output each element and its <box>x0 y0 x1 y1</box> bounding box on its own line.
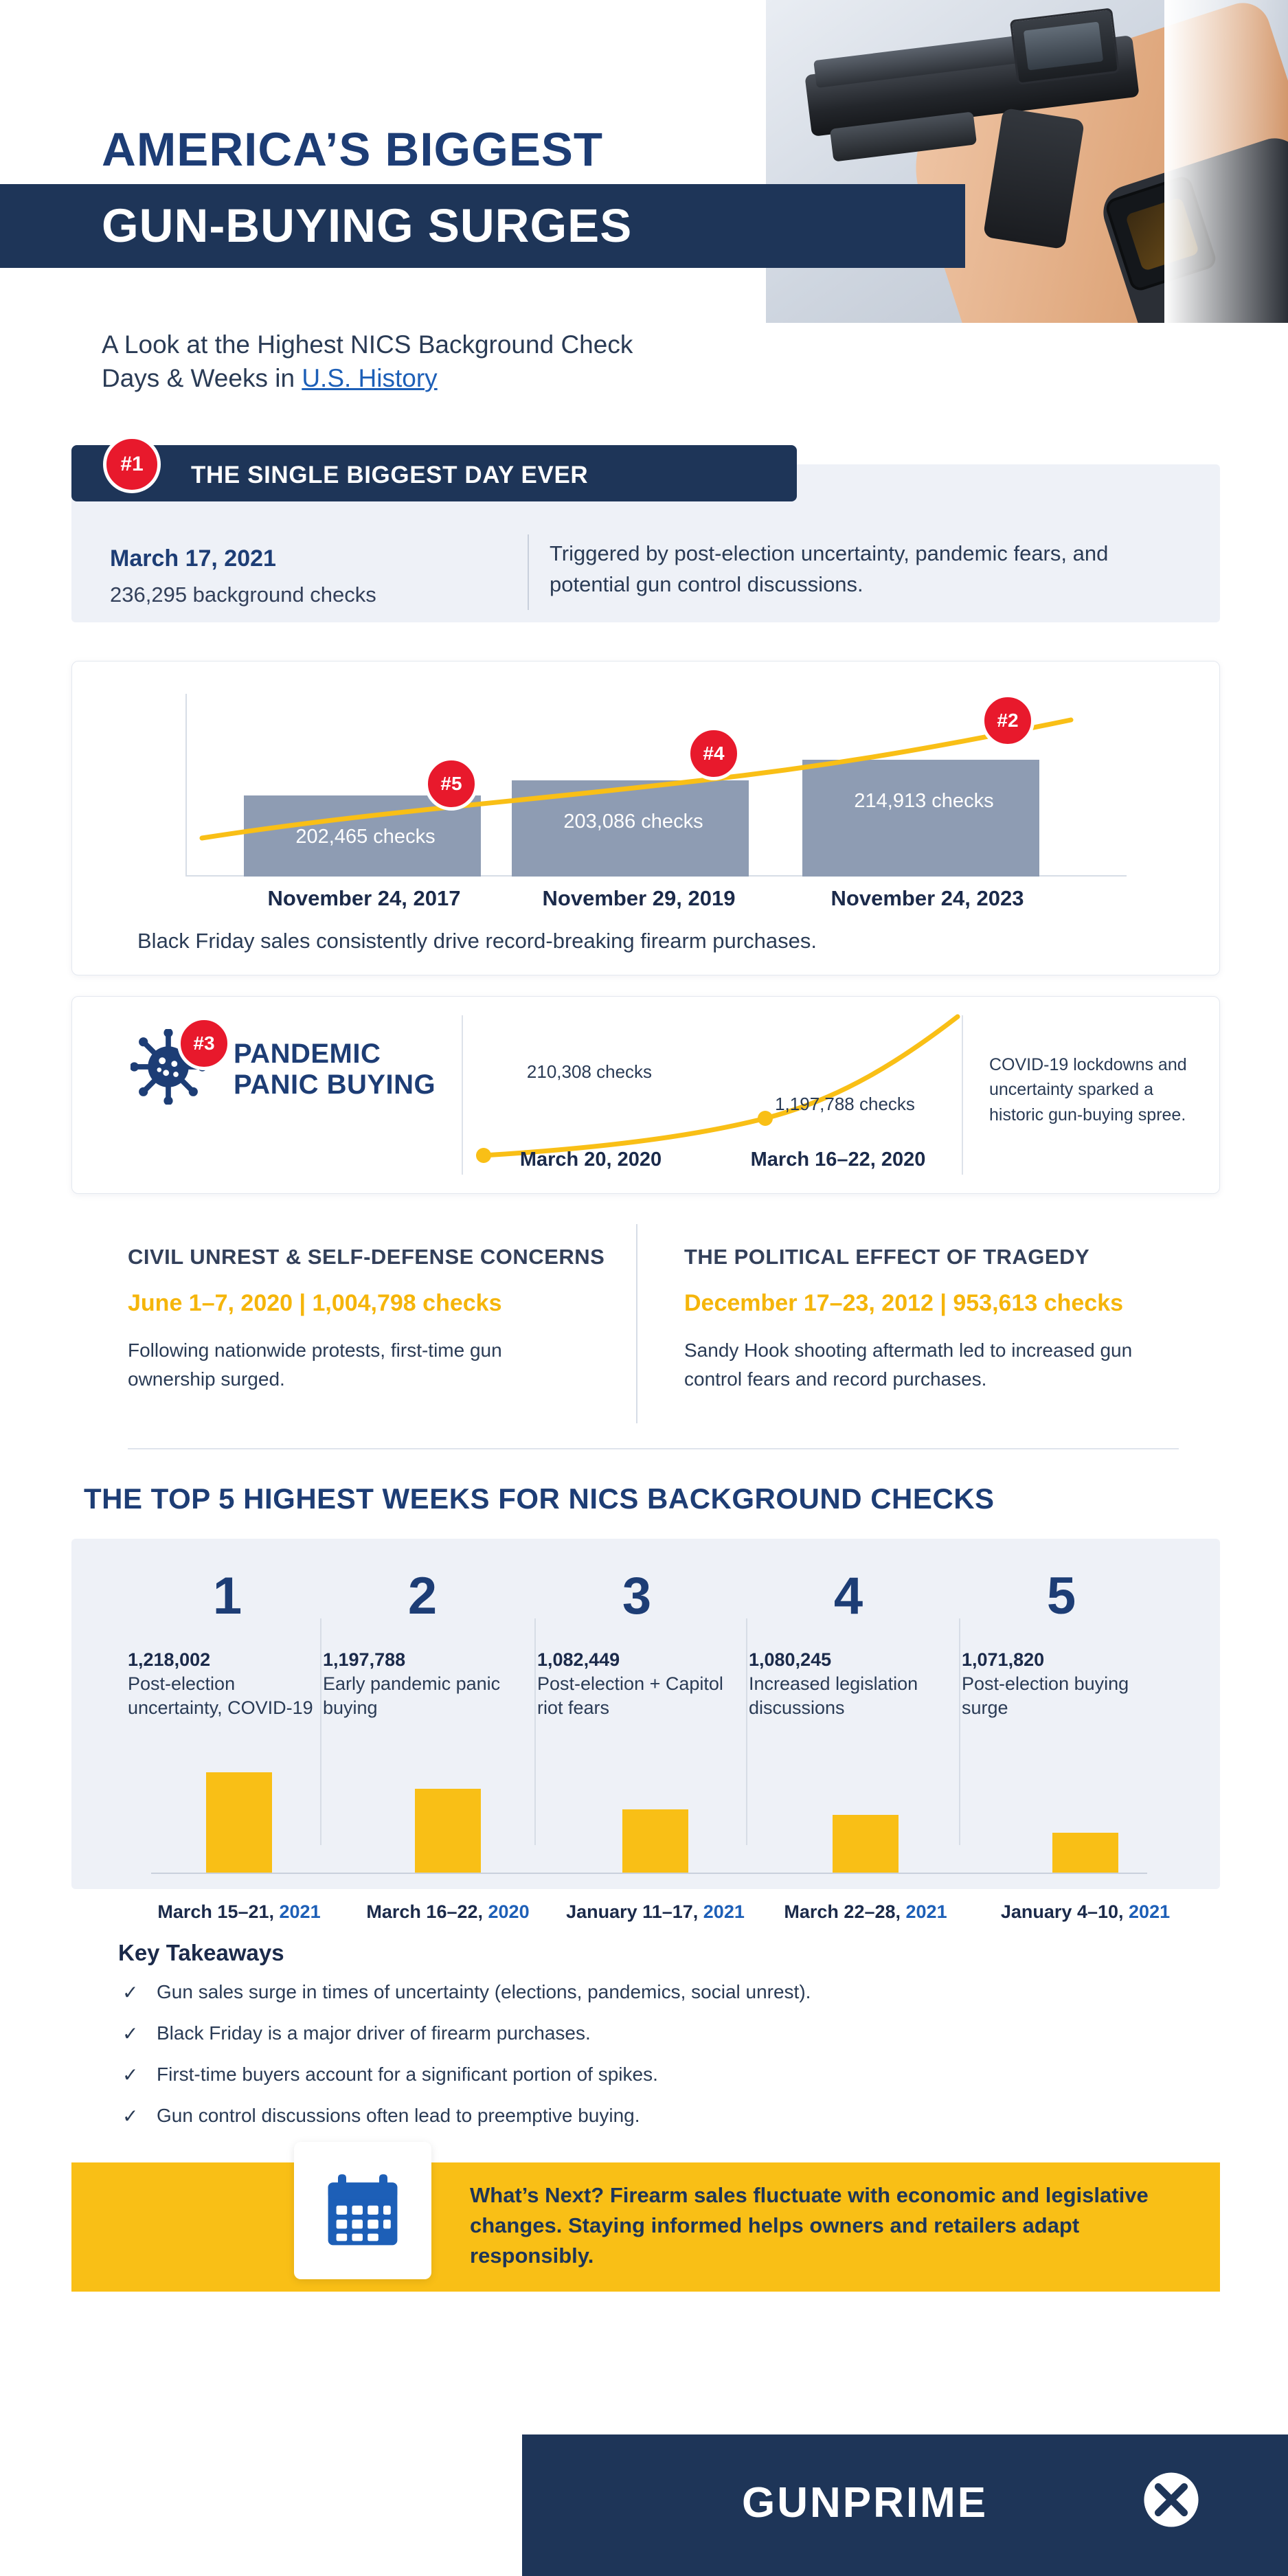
bar-2023-value: 214,913 checks <box>854 790 994 812</box>
page-title-line2: GUN-BUYING SURGES <box>102 199 633 252</box>
biggest-day-title: THE SINGLE BIGGEST DAY EVER <box>191 462 589 488</box>
top5-item-5 <box>962 1566 1161 1720</box>
top5-item-2 <box>323 1566 522 1720</box>
pandemic-point1-value: 210,308 checks <box>526 1061 653 1082</box>
civil-unrest-description: Following nationwide protests, first-time gun ownership surged. <box>128 1340 502 1390</box>
key-takeaways-title: Key Takeaways <box>118 1940 284 1965</box>
cta-text: What’s Next? Firearm sales fluctuate with economic and legislative changes. Staying informed helps owners and retailers adapt responsibly. <box>470 2183 1149 2268</box>
top5-heading: THE TOP 5 HIGHEST WEEKS FOR NICS BACKGROUND CHECKS <box>84 1482 995 1515</box>
rank-badge-4: #4 <box>687 727 741 780</box>
top5-date-4-year: 2021 <box>905 1901 947 1922</box>
top5-item-1 <box>128 1566 327 1720</box>
pandemic-point2-date: March 16–22, 2020 <box>750 1149 926 1171</box>
black-friday-note: Black Friday sales consistently drive record-breaking firearm purchases. <box>137 929 817 953</box>
subtitle-line1: A Look at the Highest NICS Background Check <box>102 330 633 359</box>
top5-date-1 <box>126 1901 352 1923</box>
bar-2019-value: 203,086 checks <box>563 811 703 833</box>
top5-date-3 <box>542 1901 769 1923</box>
check-icon-1: ✓ <box>122 1982 139 2003</box>
us-history-link[interactable]: U.S. History <box>302 363 438 392</box>
top5-separator-4 <box>959 1618 960 1845</box>
pandemic-description: COVID-19 lockdowns and uncertainty sparked a historic gun-buying spree. <box>989 1055 1187 1125</box>
top5-rank-2: 2 <box>407 1567 438 1625</box>
top5-bar-5 <box>1052 1833 1118 1873</box>
bar-2017-value: 202,465 checks <box>295 826 436 848</box>
civil-unrest-stat: June 1–7, 2020 | 1,004,798 checks <box>128 1290 502 1316</box>
pandemic-point1-date: March 20, 2020 <box>519 1149 662 1171</box>
calendar-icon <box>321 2169 404 2252</box>
top5-date-5-main: January 4–10, <box>1000 1901 1129 1922</box>
top5-rank-5: 5 <box>1046 1567 1076 1625</box>
biggest-day-divider <box>528 534 529 610</box>
top5-date-1-year: 2021 <box>279 1901 321 1922</box>
top5-item-4 <box>749 1566 948 1720</box>
subtitle-line2: Days & Weeks in <box>102 363 302 392</box>
top5-rank-3: 3 <box>622 1567 652 1625</box>
top5-value-2: 1,197,788 <box>323 1649 406 1670</box>
top5-date-4-main: March 22–28, <box>784 1901 906 1922</box>
top5-date-3-main: January 11–17, <box>566 1901 703 1922</box>
top5-axis <box>151 1873 1147 1874</box>
biggest-day-description: Triggered by post-election uncertainty, pandemic fears, and potential gun control discussions. <box>550 541 1109 596</box>
top5-date-5 <box>972 1901 1199 1923</box>
top5-bar-3 <box>622 1809 688 1873</box>
pandemic-point2-value: 1,197,788 checks <box>775 1094 915 1114</box>
top5-date-2-year: 2020 <box>488 1901 530 1922</box>
top5-separator-3 <box>746 1618 747 1845</box>
biggest-day-checks: 236,295 background checks <box>110 583 376 607</box>
top5-value-4: 1,080,245 <box>749 1649 832 1670</box>
rank-badge-5: #5 <box>425 757 478 811</box>
page-subtitle <box>102 328 892 396</box>
top5-separator-2 <box>534 1618 536 1845</box>
photo-fade-overlay <box>1164 0 1288 323</box>
pandemic-title-line1: PANDEMIC <box>234 1039 381 1069</box>
rank-badge-1: #1 <box>103 436 161 493</box>
check-icon-2: ✓ <box>122 2023 139 2044</box>
top5-desc-1: Post-election uncertainty, COVID-19 <box>128 1673 313 1719</box>
political-tragedy-description: Sandy Hook shooting aftermath led to increased gun control fears and record purchases. <box>684 1340 1133 1390</box>
top5-desc-4: Increased legislation discussions <box>749 1673 918 1719</box>
gunprime-mark-icon <box>1142 2470 1201 2529</box>
top5-separator-1 <box>320 1618 321 1845</box>
top5-desc-2: Early pandemic panic buying <box>323 1673 501 1719</box>
top5-date-5-year: 2021 <box>1129 1901 1171 1922</box>
hero-section <box>0 0 1288 392</box>
check-icon-4: ✓ <box>122 2105 139 2127</box>
handgun-photo <box>766 0 1288 323</box>
top5-bar-4 <box>833 1815 899 1873</box>
bar-2017-label: November 24, 2017 <box>267 886 461 910</box>
chart-y-axis <box>185 694 187 876</box>
biggest-day-date: March 17, 2021 <box>110 545 276 572</box>
bar-2023-label: November 24, 2023 <box>831 886 1024 910</box>
key-takeaway-2: Black Friday is a major driver of firearm purchases. <box>157 2022 591 2044</box>
top5-bar-2 <box>415 1789 481 1873</box>
top5-item-3 <box>537 1566 736 1720</box>
top5-value-1: 1,218,002 <box>128 1649 211 1670</box>
political-tragedy-stat: December 17–23, 2012 | 953,613 checks <box>684 1290 1124 1316</box>
top5-bar-1 <box>206 1772 272 1873</box>
top5-date-3-year: 2021 <box>703 1901 745 1922</box>
rank-badge-3: #3 <box>177 1017 231 1070</box>
key-takeaway-4: Gun control discussions often lead to preemptive buying. <box>157 2105 640 2126</box>
key-takeaway-1: Gun sales surge in times of uncertainty (elections, pandemics, social unrest). <box>157 1981 811 2002</box>
top5-desc-5: Post-election buying surge <box>962 1673 1129 1719</box>
political-tragedy-title: THE POLITICAL EFFECT OF TRAGEDY <box>684 1245 1090 1269</box>
top5-date-2 <box>335 1901 561 1923</box>
rank-badge-2: #2 <box>981 694 1035 747</box>
section-divider <box>128 1448 1179 1449</box>
check-icon-3: ✓ <box>122 2064 139 2086</box>
pandemic-title-line2: PANIC BUYING <box>234 1069 436 1100</box>
top5-rank-1: 1 <box>212 1567 242 1625</box>
civil-unrest-title: CIVIL UNREST & SELF-DEFENSE CONCERNS <box>128 1245 605 1269</box>
top5-value-5: 1,071,820 <box>962 1649 1045 1670</box>
top5-value-3: 1,082,449 <box>537 1649 620 1670</box>
key-takeaway-3: First-time buyers account for a significant portion of spikes. <box>157 2064 658 2085</box>
top5-date-2-main: March 16–22, <box>366 1901 488 1922</box>
footer-logo-text: GUNPRIME <box>742 2479 988 2527</box>
bar-2023 <box>802 760 1039 877</box>
top5-rank-4: 4 <box>833 1567 863 1625</box>
top5-desc-3: Post-election + Capitol riot fears <box>537 1673 723 1719</box>
page-title-line1: AMERICA’S BIGGEST <box>102 123 604 176</box>
top5-date-4 <box>752 1901 979 1923</box>
two-column-divider <box>636 1224 637 1423</box>
top5-date-1-main: March 15–21, <box>157 1901 280 1922</box>
bar-2019-label: November 29, 2019 <box>542 886 736 910</box>
